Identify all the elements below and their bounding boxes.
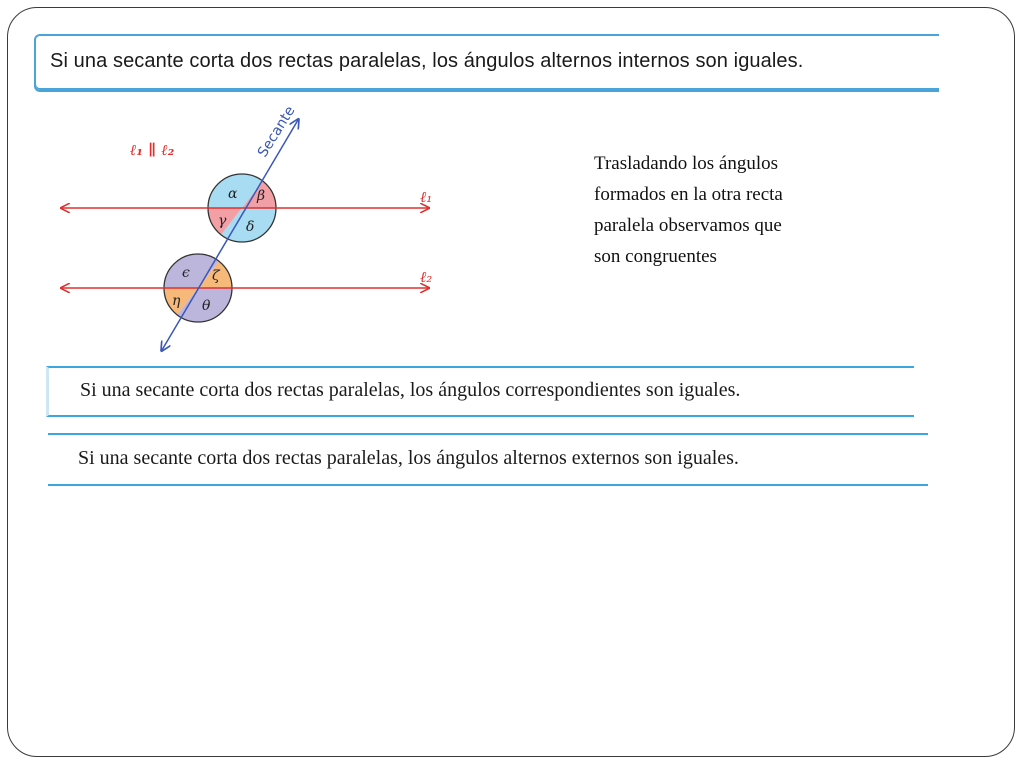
delta-label: δ xyxy=(246,219,255,235)
parallel-label: ℓ₁ ∥ ℓ₂ xyxy=(130,141,175,159)
eta-label: η xyxy=(172,293,181,309)
alpha-label: α xyxy=(228,186,238,202)
theorem-alternate-exterior: Si una secante corta dos rectas paralelas, los ángulos alternos externos son iguales. xyxy=(48,433,928,486)
theorem-corresponding: Si una secante corta dos rectas paralelas, los ángulos correspondientes son iguales. xyxy=(46,366,914,417)
note-line: Trasladando los ángulos xyxy=(594,153,779,174)
theorem-alternate-interior: Si una secante corta dos rectas paralelas, los ángulos alternos internos son iguales. xyxy=(34,34,939,92)
secant-label: Secante xyxy=(254,103,299,161)
zeta-label: ζ xyxy=(212,268,220,284)
note-line: formados en la otra recta xyxy=(594,184,783,205)
beta-label: β xyxy=(257,188,266,204)
epsilon-label: ϵ xyxy=(182,265,190,281)
note-line: son congruentes xyxy=(594,246,717,267)
line1-label: ℓ₁ xyxy=(420,188,433,206)
note-line: paralela observamos que xyxy=(594,215,782,236)
parallel-lines-diagram xyxy=(40,100,460,360)
explanation-note xyxy=(594,148,844,272)
line2-label: ℓ₂ xyxy=(420,268,433,286)
secant-line xyxy=(162,120,298,350)
gamma-label: γ xyxy=(218,213,227,229)
theta-label: θ xyxy=(202,298,211,314)
